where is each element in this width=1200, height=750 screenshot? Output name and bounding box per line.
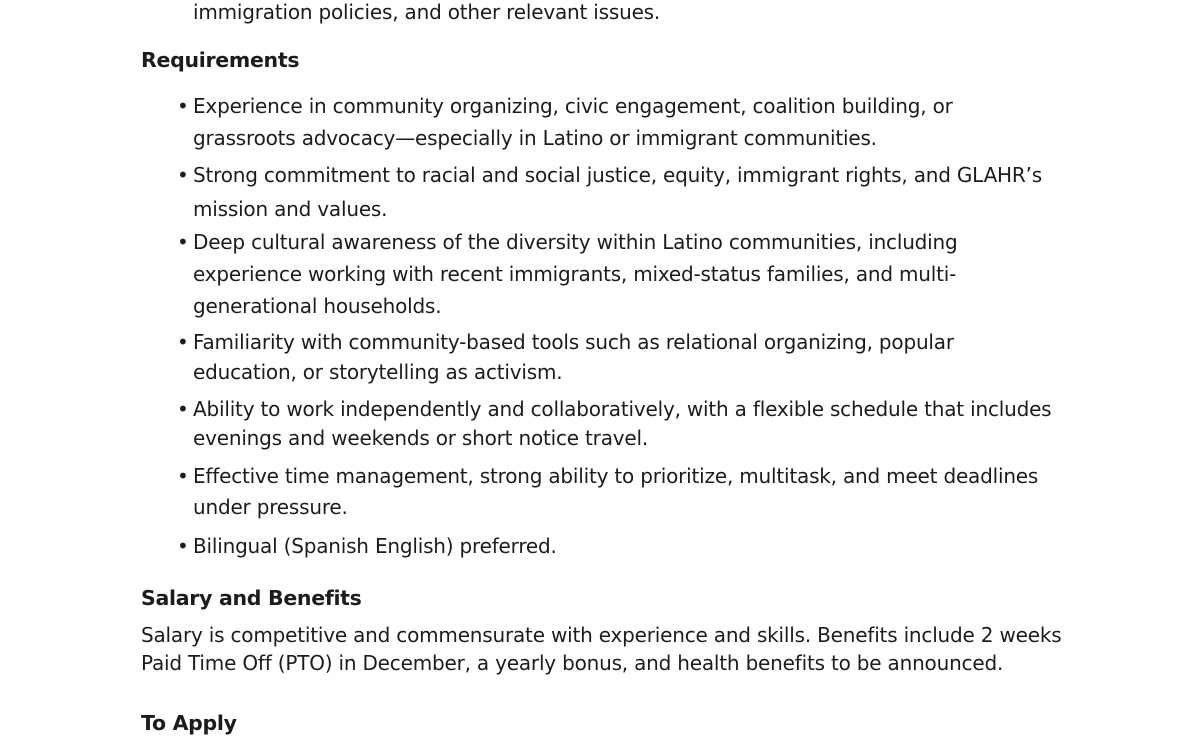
bullet-icon: • xyxy=(177,230,189,254)
apply-heading: To Apply xyxy=(141,711,237,735)
bullet-icon: • xyxy=(177,330,189,354)
bullet-icon: • xyxy=(177,534,189,558)
requirement-item xyxy=(177,461,1057,523)
bullet-icon: • xyxy=(177,464,189,488)
requirement-text: Strong commitment to racial and social justice, equity, immigrant rights, and GLAHR’s mission and values. xyxy=(193,163,1042,221)
salary-heading: Salary and Benefits xyxy=(141,586,362,610)
requirement-text: Experience in community organizing, civic engagement, coalition building, or grassroots advocacy—especially in Latino or immigrant communities. xyxy=(193,94,953,150)
intro-continuation: immigration policies, and other relevant issues. xyxy=(193,0,661,24)
salary-paragraph: Salary is competitive and commensurate with experience and skills. Benefits include 2 weeks Paid Time Off (PTO) in December, a yearly bonus, and health benefits to be announced. xyxy=(141,623,1062,675)
bullet-icon: • xyxy=(177,94,189,118)
requirement-text: Ability to work independently and collaboratively, with a flexible schedule that includes evenings and weekends or short notice travel. xyxy=(193,397,1052,450)
requirement-item xyxy=(177,158,1057,226)
requirements-heading: Requirements xyxy=(141,48,300,72)
requirement-text: Bilingual (Spanish English) preferred. xyxy=(193,534,557,558)
requirement-item xyxy=(177,327,1057,387)
requirement-item xyxy=(177,531,1057,561)
bullet-icon: • xyxy=(177,397,189,421)
requirement-text: Familiarity with community-based tools such as relational organizing, popular education, or storytelling as activism. xyxy=(193,330,954,384)
requirement-item xyxy=(177,395,1057,453)
requirement-item xyxy=(177,226,1057,322)
requirement-text: Deep cultural awareness of the diversity within Latino communities, including experience working with recent immigrants, mixed-status families, and multi-generational households. xyxy=(193,230,958,318)
bullet-icon: • xyxy=(177,163,189,187)
requirement-text: Effective time management, strong ability to prioritize, multitask, and meet deadlines under pressure. xyxy=(193,464,1039,519)
requirement-item xyxy=(177,90,1057,154)
